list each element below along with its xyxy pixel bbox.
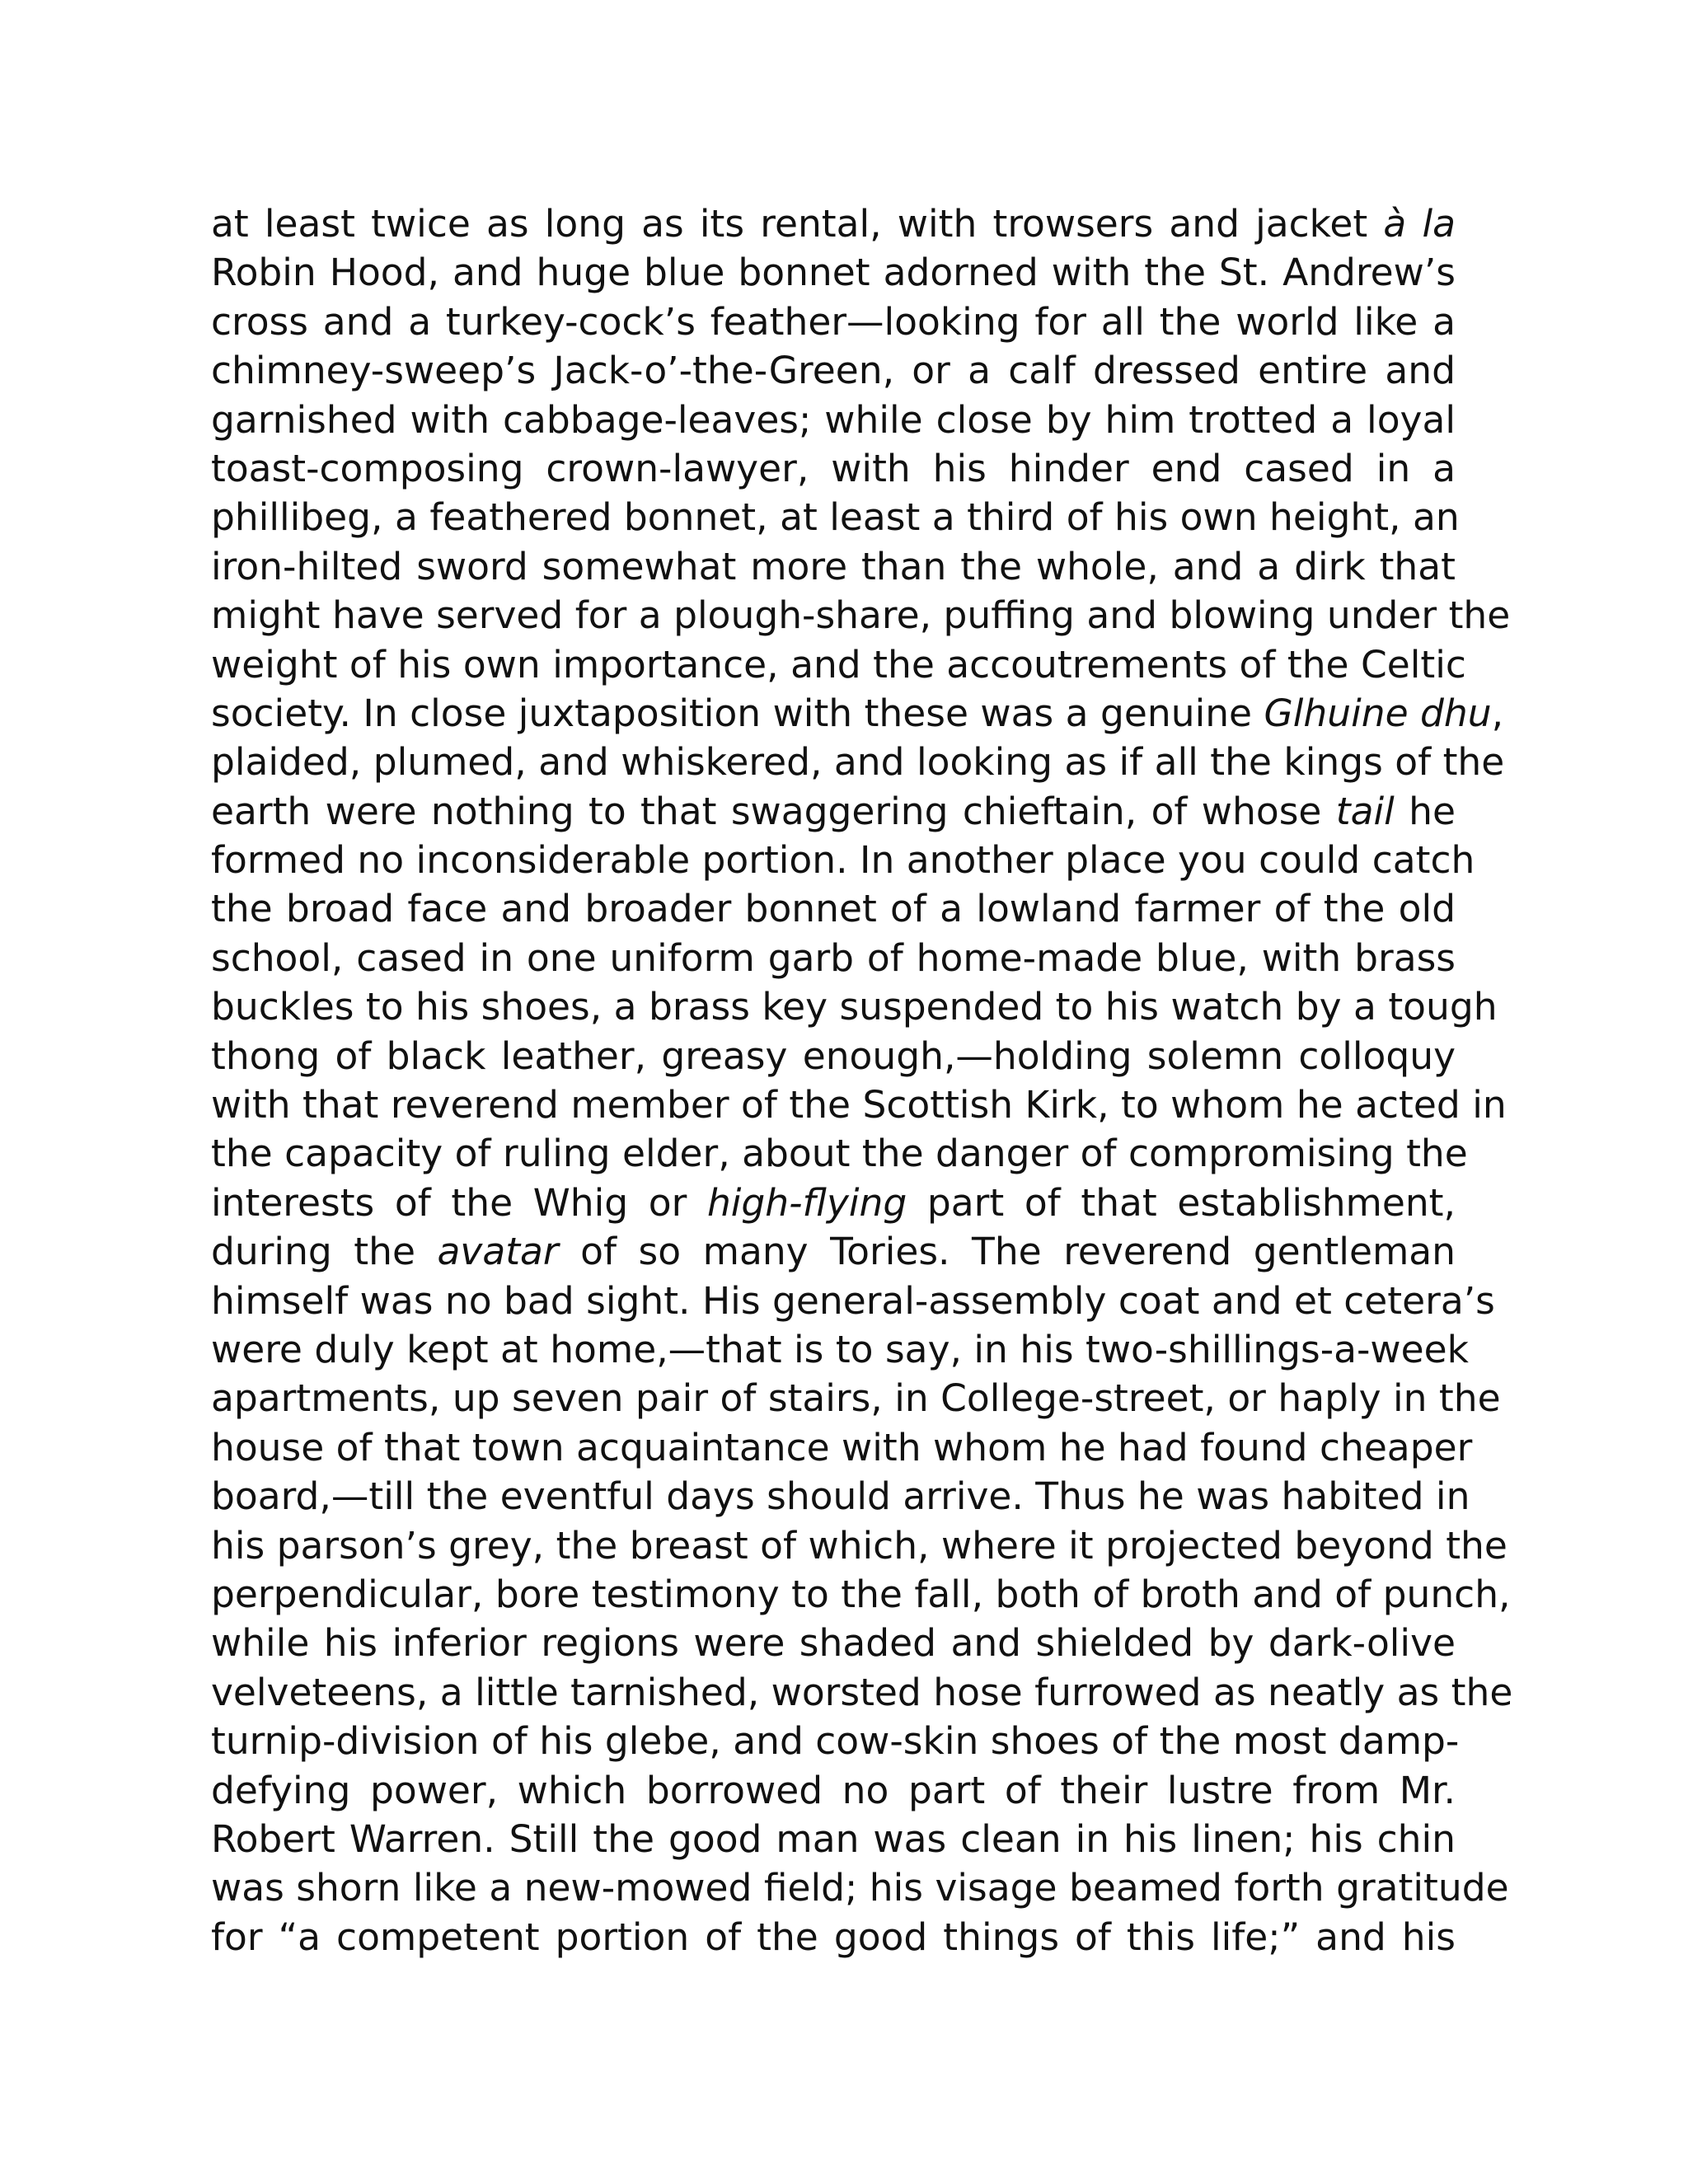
text-segment: turnip-division of his glebe, and cow-skin shoes of the most damp- bbox=[211, 1719, 1460, 1764]
text-line bbox=[211, 444, 1456, 493]
text-segment: toast-composing crown-lawyer, with his hinder end cased in a bbox=[211, 446, 1456, 490]
text-segment: earth were nothing to that swaggering chieftain, of whose bbox=[211, 789, 1336, 833]
text-segment: perpendicular, bore testimony to the fall, both of broth and of punch, bbox=[211, 1572, 1511, 1616]
text-segment: for “a competent portion of the good things of this life;” and his bbox=[211, 1915, 1456, 1959]
text-line bbox=[211, 248, 1456, 297]
text-line bbox=[211, 1717, 1460, 1765]
text-segment: defying power, which borrowed no part of their lustre from Mr. bbox=[211, 1768, 1456, 1812]
text-segment: school, cased in one uniform garb of home-made blue, with brass bbox=[211, 935, 1456, 980]
text-segment: with that reverend member of the Scottish Kirk, to whom he acted in bbox=[211, 1083, 1507, 1127]
text-line bbox=[211, 982, 1498, 1031]
text-line bbox=[211, 1570, 1511, 1619]
body-text bbox=[211, 199, 1513, 1961]
text-segment: of so many Tories. The reverend gentleman bbox=[558, 1230, 1456, 1274]
text-segment: the capacity of ruling elder, about the danger of compromising the bbox=[211, 1132, 1468, 1176]
text-line bbox=[211, 1766, 1456, 1815]
text-line bbox=[211, 1129, 1468, 1178]
text-line bbox=[211, 640, 1466, 689]
text-line bbox=[211, 1374, 1501, 1422]
text-line bbox=[211, 1227, 1456, 1276]
text-segment: chimney-sweep’s Jack-o’-the-Green, or a calf dressed entire and bbox=[211, 349, 1456, 393]
text-segment: while his inferior regions were shaded and shielded by dark-olive bbox=[211, 1621, 1456, 1666]
text-line bbox=[211, 199, 1456, 248]
text-line bbox=[211, 934, 1456, 982]
text-line bbox=[211, 1863, 1509, 1912]
text-line bbox=[211, 836, 1475, 884]
text-segment: buckles to his shoes, a brass key suspended to his watch by a tough bbox=[211, 985, 1498, 1029]
text-segment: were duly kept at home,—that is to say, in his two-shillings-a-week bbox=[211, 1327, 1469, 1371]
text-segment: Robin Hood, and huge blue bonnet adorned with the St. Andrew’s bbox=[211, 251, 1456, 295]
text-segment: thong of black leather, greasy enough,—holding solemn colloquy bbox=[211, 1033, 1456, 1078]
text-line bbox=[211, 298, 1456, 346]
text-line bbox=[211, 493, 1460, 541]
text-segment: iron-hilted sword somewhat more than the whole, and a dirk that bbox=[211, 544, 1456, 588]
text-segment: his parson’s grey, the breast of which, where it projected beyond the bbox=[211, 1523, 1507, 1568]
text-line bbox=[211, 1032, 1456, 1080]
text-segment: plaided, plumed, and whiskered, and looking as if all the kings of the bbox=[211, 740, 1505, 785]
text-segment: cross and a turkey-cock’s feather—looking for all the world like a bbox=[211, 299, 1456, 344]
italic-text: tail bbox=[1335, 789, 1395, 833]
text-line bbox=[211, 1668, 1513, 1717]
text-line bbox=[211, 884, 1456, 933]
text-segment: phillibeg, a feathered bonnet, at least a third of his own height, an bbox=[211, 495, 1460, 540]
text-line bbox=[211, 1815, 1456, 1863]
text-segment: velveteens, a little tarnished, worsted hose furrowed as neatly as the bbox=[211, 1670, 1513, 1714]
italic-text: Glhuine dhu bbox=[1264, 691, 1492, 735]
text-line bbox=[211, 1619, 1456, 1667]
text-segment: during the bbox=[211, 1230, 438, 1274]
text-segment: weight of his own importance, and the accoutrements of the Celtic bbox=[211, 642, 1466, 687]
italic-text: high-flying bbox=[706, 1180, 907, 1225]
text-line bbox=[211, 738, 1505, 786]
text-line bbox=[211, 689, 1504, 738]
italic-text: à la bbox=[1383, 202, 1456, 246]
text-segment: formed no inconsiderable portion. In another place you could catch bbox=[211, 838, 1475, 883]
text-segment: he bbox=[1394, 789, 1456, 833]
text-segment: Robert Warren. Still the good man was clean in his linen; his chin bbox=[211, 1816, 1456, 1861]
text-line bbox=[211, 1423, 1473, 1472]
text-segment: himself was no bad sight. His general-assembly coat and et cetera’s bbox=[211, 1278, 1495, 1323]
text-segment: might have served for a plough-share, puffing and blowing under the bbox=[211, 593, 1511, 638]
text-segment: was shorn like a new-mowed field; his visage beamed forth gratitude bbox=[211, 1866, 1509, 1910]
text-segment: part of that establishment, bbox=[907, 1180, 1456, 1225]
text-segment: house of that town acquaintance with whom he had found cheaper bbox=[211, 1425, 1473, 1469]
text-segment: garnished with cabbage-leaves; while close by him trotted a loyal bbox=[211, 397, 1456, 442]
text-segment: apartments, up seven pair of stairs, in College-street, or haply in the bbox=[211, 1376, 1501, 1421]
italic-text: avatar bbox=[437, 1230, 559, 1274]
text-segment: the broad face and broader bonnet of a lowland farmer of the old bbox=[211, 887, 1456, 931]
text-line bbox=[211, 1179, 1456, 1227]
text-line bbox=[211, 787, 1456, 836]
text-line bbox=[211, 1277, 1495, 1325]
text-line bbox=[211, 542, 1456, 591]
text-segment: , bbox=[1491, 691, 1504, 735]
text-segment: society. In close juxtaposition with these was a genuine bbox=[211, 691, 1264, 735]
text-line bbox=[211, 1080, 1507, 1129]
text-line bbox=[211, 346, 1456, 395]
text-line bbox=[211, 1325, 1469, 1374]
text-line bbox=[211, 1913, 1456, 1961]
text-segment: at least twice as long as its rental, with trowsers and jacket bbox=[211, 202, 1384, 246]
text-segment: board,—till the eventful days should arrive. Thus he was habited in bbox=[211, 1474, 1470, 1519]
text-segment: interests of the Whig or bbox=[211, 1180, 707, 1225]
text-line bbox=[211, 396, 1456, 444]
text-line bbox=[211, 591, 1511, 640]
text-line bbox=[211, 1521, 1507, 1570]
text-line bbox=[211, 1472, 1470, 1521]
